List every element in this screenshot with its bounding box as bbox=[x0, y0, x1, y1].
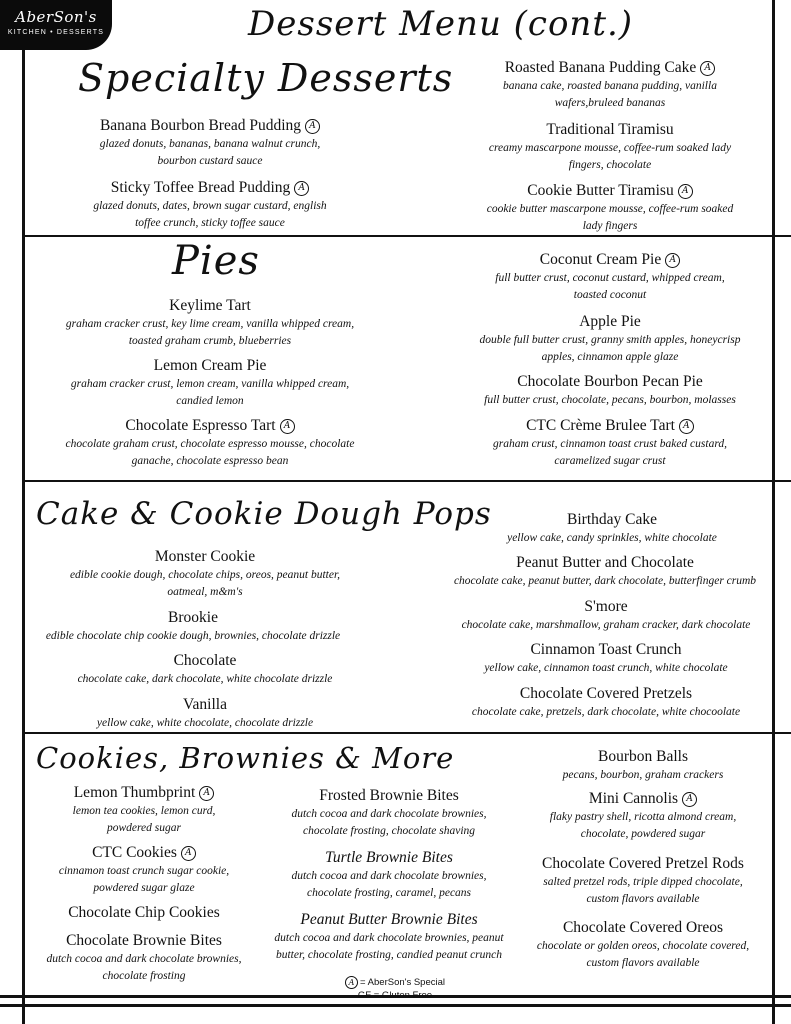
item-name: Cinnamon Toast Crunch bbox=[530, 641, 682, 658]
item-name: Chocolate Brownie Bites bbox=[66, 932, 222, 949]
item-desc: glazed donuts, dates, brown sugar custard, english toffee crunch, sticky toffee sauce bbox=[93, 200, 327, 229]
legend-special: = AberSon's Special bbox=[360, 977, 445, 988]
item-desc: dutch cocoa and dark chocolate brownies, peanut butter, chocolate frosting, candied peanut crunch bbox=[274, 932, 504, 961]
item-desc: edible cookie dough, chocolate chips, oreos, peanut butter, oatmeal, m&m's bbox=[69, 569, 341, 598]
item-desc: chocolate cake, pretzels, dark chocolate, white chocoolate bbox=[471, 706, 741, 718]
item-desc: cinnamon toast crunch sugar cookie, powdered sugar glaze bbox=[58, 865, 230, 894]
menu-item bbox=[446, 684, 766, 721]
item-desc: banana cake, roasted banana pudding, vanilla wafers,bruleed bananas bbox=[503, 80, 717, 109]
menu-item bbox=[482, 181, 738, 235]
menu-item bbox=[50, 547, 360, 601]
item-desc: cookie butter mascarpone mousse, coffee-rum soaked lady fingers bbox=[486, 203, 734, 232]
item-desc: chocolate cake, peanut butter, dark chocolate, butterfinger crumb bbox=[453, 575, 757, 587]
item-name: Banana Bourbon Bread Pudding bbox=[99, 117, 302, 134]
menu-title: Dessert Menu (cont.) bbox=[248, 4, 634, 44]
item-desc: yellow cake, candy sprinkles, white chocolate bbox=[507, 532, 717, 544]
menu-item bbox=[50, 695, 360, 732]
item-desc: full butter crust, coconut custard, whipped cream, toasted coconut bbox=[495, 272, 725, 301]
brand-tagline: KITCHEN • DESSERTS bbox=[7, 29, 105, 36]
frame-line-bottom-inner bbox=[0, 1004, 791, 1007]
item-name: Chocolate bbox=[173, 652, 237, 669]
item-desc: edible chocolate chip cookie dough, brownies, chocolate drizzle bbox=[45, 630, 341, 642]
item-desc: flaky pastry shell, ricotta almond cream, chocolate, powdered sugar bbox=[549, 811, 737, 840]
item-name: Apple Pie bbox=[579, 313, 641, 330]
item-name: Bourbon Balls bbox=[598, 748, 688, 765]
aberson-special-icon: A bbox=[305, 119, 320, 134]
aberson-special-icon: A bbox=[682, 792, 697, 807]
aberson-special-icon: A bbox=[181, 846, 196, 861]
item-name: Chocolate Chip Cookies bbox=[68, 904, 220, 921]
brand-logo bbox=[0, 0, 112, 50]
item-desc: graham cracker crust, lemon cream, vanilla whipped cream, candied lemon bbox=[70, 378, 350, 407]
item-desc: graham cracker crust, key lime cream, vanilla whipped cream, toasted graham crumb, blueberries bbox=[65, 318, 355, 347]
item-desc: yellow cake, white chocolate, chocolate drizzle bbox=[96, 717, 314, 729]
item-name: CTC Cookies bbox=[92, 844, 177, 861]
item-name: Chocolate Bourbon Pecan Pie bbox=[517, 373, 703, 390]
menu-item bbox=[528, 854, 758, 908]
section-title-pies: Pies bbox=[172, 238, 260, 284]
section-title-specialty: Specialty Desserts bbox=[78, 56, 454, 100]
section-divider bbox=[24, 480, 791, 482]
section-title-pops: Cake & Cookie Dough Pops bbox=[36, 496, 492, 532]
menu-item bbox=[446, 597, 766, 634]
item-name: Sticky Toffee Bread Pudding bbox=[110, 179, 291, 196]
item-desc: dutch cocoa and dark chocolate brownies, chocolate frosting, caramel, pecans bbox=[291, 870, 487, 899]
menu-item bbox=[60, 296, 360, 350]
item-name: Lemon Cream Pie bbox=[153, 357, 267, 374]
item-name: Chocolate Covered Oreos bbox=[562, 919, 724, 936]
item-name: Brookie bbox=[168, 609, 218, 626]
menu-item bbox=[530, 747, 756, 784]
menu-item bbox=[264, 910, 514, 964]
item-desc: creamy mascarpone mousse, coffee-rum soaked lady fingers, chocolate bbox=[488, 142, 732, 171]
menu-item bbox=[530, 789, 756, 843]
item-desc: yellow cake, cinnamon toast crunch, white chocolate bbox=[484, 662, 728, 674]
legend bbox=[330, 976, 460, 1002]
menu-item bbox=[44, 903, 244, 923]
item-name: S'more bbox=[584, 598, 628, 615]
item-name: Keylime Tart bbox=[169, 297, 251, 314]
item-name: CTC Crème Brulee Tart bbox=[526, 417, 675, 434]
item-name: Roasted Banana Pudding Cake bbox=[504, 59, 697, 76]
item-desc: chocolate graham crust, chocolate espresso mousse, chocolate ganache, chocolate espresso bean bbox=[65, 438, 355, 467]
legend-gf: GF = Gluten Free bbox=[357, 990, 433, 1001]
aberson-special-icon: A bbox=[700, 61, 715, 76]
item-desc: full butter crust, chocolate, pecans, bourbon, molasses bbox=[484, 394, 736, 406]
menu-item bbox=[528, 918, 758, 972]
item-name: Lemon Thumbprint bbox=[73, 784, 196, 801]
item-desc: pecans, bourbon, graham crackers bbox=[562, 769, 724, 781]
item-name: Peanut Butter Brownie Bites bbox=[300, 911, 478, 928]
item-name: Vanilla bbox=[183, 696, 227, 713]
item-name: Peanut Butter and Chocolate bbox=[516, 554, 694, 571]
aberson-special-icon: A bbox=[280, 419, 295, 434]
aberson-special-icon: A bbox=[678, 184, 693, 199]
menu-item bbox=[66, 356, 354, 410]
item-name: Turtle Brownie Bites bbox=[325, 849, 453, 866]
item-desc: dutch cocoa and dark chocolate brownies, chocolate frosting bbox=[46, 953, 242, 982]
item-name: Cookie Butter Tiramisu bbox=[527, 182, 674, 199]
menu-item bbox=[488, 250, 732, 304]
aberson-special-icon: A bbox=[199, 786, 214, 801]
menu-item bbox=[480, 58, 740, 112]
item-desc: chocolate cake, dark chocolate, white chocolate drizzle bbox=[77, 673, 333, 685]
item-desc: dutch cocoa and dark chocolate brownies, chocolate frosting, chocolate shaving bbox=[291, 808, 487, 837]
menu-item bbox=[482, 120, 738, 174]
menu-item bbox=[40, 931, 248, 985]
menu-item bbox=[440, 553, 770, 590]
frame-line-right bbox=[772, 0, 775, 1024]
menu-item bbox=[62, 416, 358, 470]
item-desc: graham crust, cinnamon toast crust baked custard, caramelized sugar crust bbox=[492, 438, 728, 467]
item-name: Mini Cannolis bbox=[588, 790, 679, 807]
item-desc: chocolate cake, marshmallow, graham cracker, dark chocolate bbox=[461, 619, 751, 631]
section-divider bbox=[24, 732, 791, 734]
frame-line-left bbox=[22, 0, 25, 1024]
item-desc: double full butter crust, granny smith apples, honeycrisp apples, cinnamon apple glaze bbox=[479, 334, 741, 363]
item-name: Frosted Brownie Bites bbox=[319, 787, 459, 804]
menu-item bbox=[474, 312, 746, 366]
menu-item bbox=[38, 608, 348, 645]
menu-item bbox=[80, 116, 340, 170]
item-desc: glazed donuts, bananas, banana walnut crunch, bourbon custard sauce bbox=[99, 138, 321, 167]
aberson-special-icon: A bbox=[294, 181, 309, 196]
menu-item bbox=[50, 651, 360, 688]
item-desc: salted pretzel rods, triple dipped chocolate, custom flavors available bbox=[543, 876, 743, 905]
menu-item bbox=[484, 416, 736, 470]
menu-item bbox=[478, 372, 742, 409]
aberson-special-icon: A bbox=[679, 419, 694, 434]
section-title-cookies: Cookies, Brownies & More bbox=[36, 741, 455, 775]
item-name: Coconut Cream Pie bbox=[539, 251, 662, 268]
aberson-special-icon: A bbox=[345, 976, 358, 989]
item-name: Chocolate Espresso Tart bbox=[125, 417, 276, 434]
item-name: Monster Cookie bbox=[154, 548, 256, 565]
menu-item bbox=[264, 848, 514, 902]
item-name: Traditional Tiramisu bbox=[546, 121, 674, 138]
menu-item bbox=[264, 786, 514, 840]
item-name: Chocolate Covered Pretzels bbox=[519, 685, 693, 702]
menu-item bbox=[44, 783, 244, 837]
menu-item bbox=[80, 178, 340, 232]
menu-item bbox=[462, 510, 762, 547]
item-desc: chocolate or golden oreos, chocolate covered, custom flavors available bbox=[536, 940, 750, 969]
menu-item bbox=[446, 640, 766, 677]
menu-item bbox=[44, 843, 244, 897]
item-name: Chocolate Covered Pretzel Rods bbox=[542, 855, 744, 872]
brand-name: AberSon's bbox=[15, 8, 97, 26]
item-desc: lemon tea cookies, lemon curd, powdered sugar bbox=[72, 805, 216, 834]
section-divider bbox=[24, 235, 791, 237]
item-name: Birthday Cake bbox=[567, 511, 657, 528]
aberson-special-icon: A bbox=[665, 253, 680, 268]
